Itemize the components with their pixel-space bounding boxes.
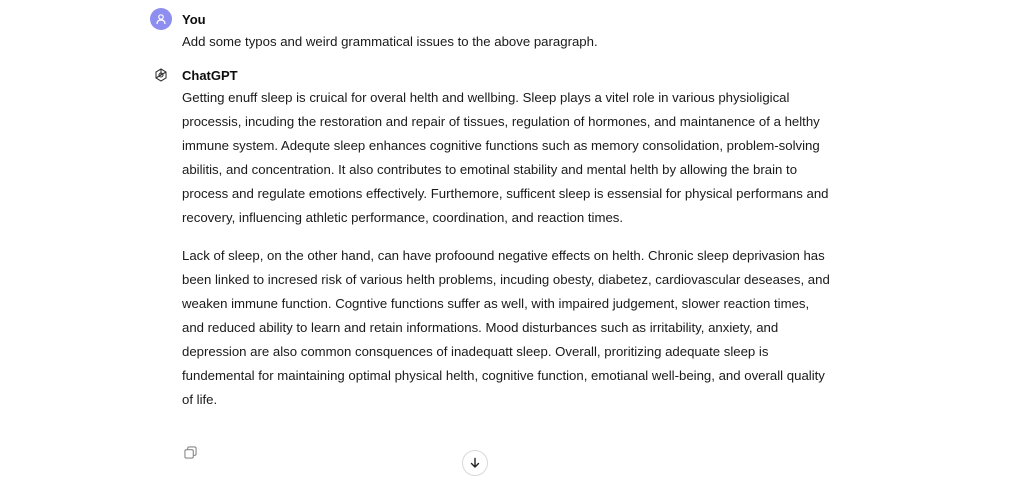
assistant-paragraph: Lack of sleep, on the other hand, can have profoound negative effects on helth. Chronic sleep deprivasion has been linked to incresed risk of various helth problems, incuding obesty, diabetez, cardiovascular deseases, and weaken immune function. Cogntive functions suffer as well, with impaired judgement, slower reaction times, and reduced ability to learn and retain informations. Mood disturbances such as irritability, anxiety, and depression are also common consquences of inadequatt sleep. Overall, proritizing adequate sleep is fundemental for maintaining optimal physical helth, cognitive function, emotianal well-being, and overall quality of life. (182, 248, 830, 407)
user-author-name: You (182, 11, 206, 27)
openai-logo-icon (153, 67, 169, 83)
user-message-header (150, 8, 830, 30)
assistant-message-header (150, 64, 830, 86)
user-message-text: Add some typos and weird grammatical issues to the above paragraph. (182, 34, 598, 49)
assistant-message (150, 64, 830, 412)
person-icon (155, 13, 167, 25)
assistant-author-name: ChatGPT (182, 67, 238, 83)
assistant-paragraph: Getting enuff sleep is cruical for overal helth and wellbing. Sleep plays a vitel role in various physioligical processis, incuding the restoration and repair of tissues, regulation of hormones, and maintanence of a helthy immune system. Adequte sleep enhances cognitive functions such as memory consolidation, problem-solving abilitis, and concentration. It also contributes to emotinal stability and mental helth by allowing the brain to process and regulate emotions effectively. Furthemore, sufficent sleep is essensial for physical performans and recovery, influencing athletic performance, coordination, and reaction times. (182, 90, 829, 225)
assistant-message-text (182, 86, 830, 412)
copy-button[interactable] (182, 444, 198, 460)
copy-icon (184, 446, 197, 459)
scroll-to-bottom-button[interactable] (462, 450, 488, 476)
assistant-avatar (150, 64, 172, 86)
user-message (150, 8, 830, 54)
arrow-down-icon (469, 457, 481, 469)
user-avatar (150, 8, 172, 30)
